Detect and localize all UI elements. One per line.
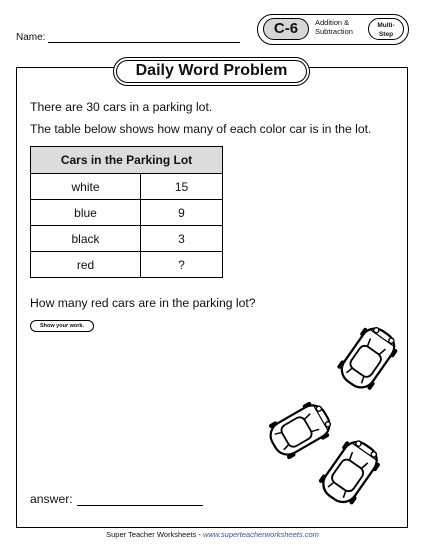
worksheet-code: C-6 — [263, 18, 309, 40]
car-middle-left — [264, 398, 336, 463]
page-title: Daily Word Problem — [116, 60, 307, 83]
table-row — [31, 226, 223, 252]
problem-line-2: The table below shows how many of each color car is in the lot. — [30, 122, 372, 136]
name-label: Name: — [16, 32, 46, 43]
name-row — [16, 32, 240, 43]
cars-table — [30, 146, 223, 278]
footer — [0, 530, 425, 539]
car-bottom-right — [315, 435, 385, 510]
count-cell: 9 — [141, 200, 223, 226]
topic-line-2: Subtraction — [315, 27, 353, 36]
color-cell: white — [31, 174, 141, 200]
name-field[interactable] — [48, 33, 240, 43]
cars-illustration — [240, 300, 410, 525]
table-row — [31, 252, 223, 278]
topic-line-1: Addition & — [315, 18, 350, 27]
title-banner — [113, 57, 310, 86]
answer-row — [30, 492, 203, 506]
count-cell: 3 — [141, 226, 223, 252]
color-cell: red — [31, 252, 141, 278]
table-title: Cars in the Parking Lot — [31, 147, 223, 174]
footer-site-link[interactable]: www.superteacherworksheets.com — [202, 530, 319, 539]
answer-label: answer: — [30, 492, 73, 506]
level-line-2: Step — [378, 31, 394, 38]
table-header-row — [31, 147, 223, 174]
problem-line-1: There are 30 cars in a parking lot. — [30, 100, 213, 114]
count-cell: 15 — [141, 174, 223, 200]
color-cell: blue — [31, 200, 141, 226]
show-work-label: Show your work. — [30, 320, 94, 332]
question-text: How many red cars are in the parking lot? — [30, 296, 256, 310]
worksheet-topic — [315, 18, 365, 36]
count-cell: ? — [141, 252, 223, 278]
level-line-1: Multi- — [377, 22, 395, 29]
worksheet-code-badge — [257, 14, 409, 45]
footer-prefix: Super Teacher Worksheets - — [106, 530, 203, 539]
worksheet-level — [368, 18, 404, 40]
answer-field[interactable] — [77, 494, 203, 506]
color-cell: black — [31, 226, 141, 252]
table-row — [31, 200, 223, 226]
table-row — [31, 174, 223, 200]
car-top-right — [334, 321, 403, 395]
